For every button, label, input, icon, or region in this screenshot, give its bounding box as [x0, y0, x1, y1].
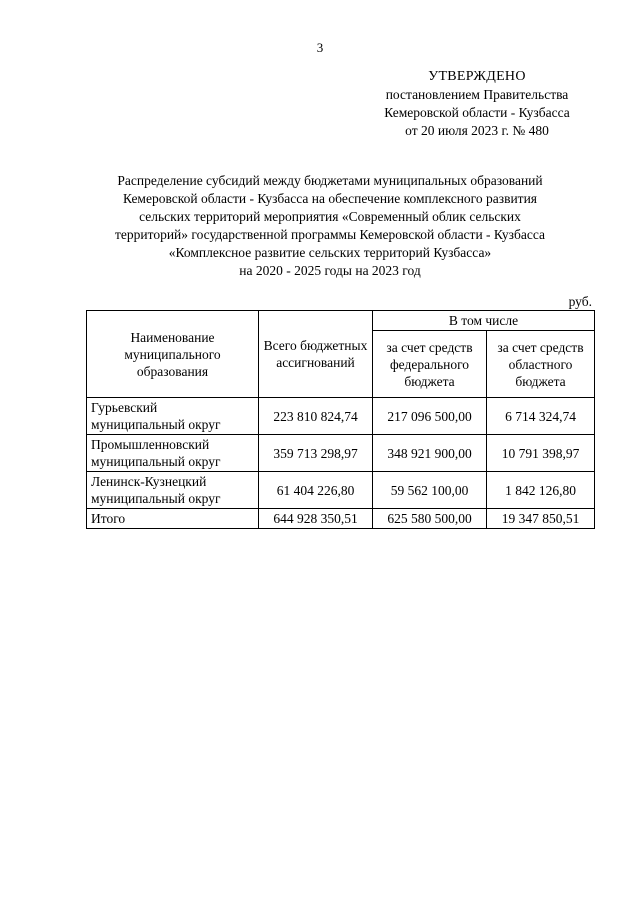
table-row — [87, 435, 595, 472]
header-total: Всего бюджетных ассигнований — [259, 311, 373, 398]
total-regional: 19 347 850,51 — [487, 509, 595, 529]
currency-unit: руб. — [568, 294, 592, 309]
row-federal: 348 921 900,00 — [373, 435, 487, 472]
table-row — [87, 398, 595, 435]
approval-title: УТВЕРЖДЕНО — [428, 69, 526, 84]
approval-line: от 20 июля 2023 г. № 480 — [405, 123, 549, 138]
total-federal: 625 580 500,00 — [373, 509, 487, 529]
header-including: В том числе — [373, 311, 595, 331]
row-total: 359 713 298,97 — [259, 435, 373, 472]
heading-line: «Комплексное развитие сельских территорий Кузбасса» — [168, 245, 492, 260]
header-regional: за счет средств областного бюджета — [487, 331, 595, 398]
row-federal: 59 562 100,00 — [373, 472, 487, 509]
heading-line: Кемеровской области - Кузбасса на обеспечение комплексного развития — [122, 191, 538, 206]
row-name: Ленинск-Кузнецкий муниципальный округ — [87, 472, 259, 509]
row-name: Гурьевский муниципальный округ — [87, 398, 259, 435]
table-row — [87, 472, 595, 509]
row-regional: 10 791 398,97 — [487, 435, 595, 472]
heading-line: Распределение субсидий между бюджетами муниципальных образований — [117, 173, 543, 188]
heading-line: территорий» государственной программы Кемеровской области - Кузбасса — [114, 227, 545, 242]
total-name: Итого — [87, 509, 259, 529]
heading-line: сельских территорий мероприятия «Современный облик сельских — [139, 209, 521, 224]
row-regional: 1 842 126,80 — [487, 472, 595, 509]
row-regional: 6 714 324,74 — [487, 398, 595, 435]
table-total-row — [87, 509, 595, 529]
page-number: 3 — [316, 40, 324, 55]
row-name: Промышленновский муниципальный округ — [87, 435, 259, 472]
approval-line: постановлением Правительства — [385, 87, 569, 102]
total-total: 644 928 350,51 — [259, 509, 373, 529]
row-federal: 217 096 500,00 — [373, 398, 487, 435]
row-total: 61 404 226,80 — [259, 472, 373, 509]
header-federal: за счет средств федерального бюджета — [373, 331, 487, 398]
row-total: 223 810 824,74 — [259, 398, 373, 435]
table-header-row — [87, 311, 595, 331]
document-heading — [70, 172, 590, 280]
approval-line: Кемеровской области - Кузбасса — [384, 105, 570, 120]
header-name: Наименование муниципального образования — [87, 311, 259, 398]
subsidy-table — [86, 310, 595, 529]
heading-line: на 2020 - 2025 годы на 2023 год — [239, 263, 421, 278]
approval-stamp — [362, 68, 592, 140]
